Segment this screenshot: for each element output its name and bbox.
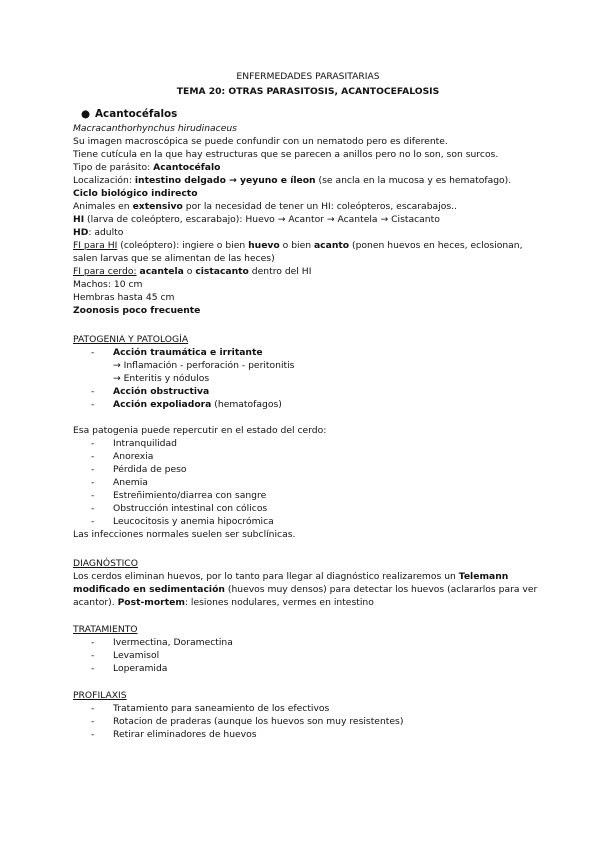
dash-icon: - [91, 438, 95, 449]
species-name: Macracanthorhynchus hirudinaceus [73, 123, 237, 134]
item-text: Acción obstructiva [113, 386, 210, 397]
bullet-icon: ● [81, 108, 91, 120]
description-line: Su imagen macroscópica se puede confundir con un nematodo pero es diferente. [73, 136, 448, 147]
list-item [73, 398, 543, 411]
dash-icon: - [91, 477, 95, 488]
value: extensivo [132, 201, 183, 212]
patogenia-outro: Las infecciones normales suelen ser subclínicas. [73, 529, 296, 540]
dash-icon: - [91, 399, 95, 410]
value: huevo [248, 240, 280, 251]
item-text: Ivermectina, Doramectina [113, 637, 233, 648]
diagnostico-text [73, 570, 543, 609]
dash-icon: - [91, 637, 95, 648]
text: dentro del HI [248, 266, 312, 277]
item-text: → Enteritis y nódulos [113, 373, 210, 384]
text: acantor). [73, 597, 118, 608]
label: HI [73, 214, 85, 225]
text: Animales en [73, 201, 133, 212]
document-content [73, 70, 543, 741]
list-item [73, 437, 543, 450]
hi-line [73, 213, 543, 226]
patogenia-intro: Esa patogenia puede repercutir en el estado del cerdo: [73, 425, 327, 436]
value: modificado en sedimentación [73, 584, 225, 595]
list-subitem [73, 359, 543, 372]
value: acantela [139, 266, 184, 277]
item-text: Estreñimiento/diarrea con sangre [113, 490, 267, 501]
text: (ponen huevos en heces, eclosionan, [349, 240, 523, 251]
item-note: (hematofagos) [211, 399, 282, 410]
item-text: Intranquilidad [113, 438, 177, 449]
item-text: → Inflamación - perforación - peritonitis [113, 360, 295, 371]
text: : lesiones nodulares, vermes en intestino [184, 597, 374, 608]
patogenia-heading: PATOGENIA Y PATOLOGÍA [73, 334, 189, 345]
patogenia-list [73, 346, 543, 411]
dash-icon: - [91, 490, 95, 501]
list-item [73, 346, 543, 359]
list-item [73, 476, 543, 489]
lesson-title: TEMA 20: OTRAS PARASITOSIS, ACANTOCEFALOSIS [176, 86, 440, 97]
text: (larva de coleóptero, escarabajo): Huevo → Acantor → Acantela → Cistacanto [84, 214, 440, 225]
value: Post-mortem [117, 597, 185, 608]
list-item [73, 515, 543, 528]
item-text: Leucocitosis y anemia hipocrómica [113, 516, 274, 527]
list-subitem [73, 372, 543, 385]
item-text: Anorexia [113, 451, 154, 462]
text: (huevos muy densos) para detectar los huevos (aclararlos para ver [224, 584, 538, 595]
list-item [73, 450, 543, 463]
text: : adulto [88, 227, 124, 238]
list-item [73, 662, 543, 675]
profilaxis-list [73, 702, 543, 741]
list-item [73, 715, 543, 728]
tratamiento-heading: TRATAMIENTO [73, 624, 138, 635]
dash-icon: - [91, 663, 95, 674]
location-line [73, 174, 543, 187]
list-item [73, 463, 543, 476]
value: Acantocéfalo [153, 162, 221, 173]
list-item [73, 728, 543, 741]
dash-icon: - [91, 703, 95, 714]
list-item [73, 636, 543, 649]
value: Telemann [458, 571, 509, 582]
list-item [73, 489, 543, 502]
label: FI para HI [73, 240, 118, 251]
item-text: Anemia [113, 477, 148, 488]
symptoms-list [73, 437, 543, 528]
item-text: Acción expoliadora [113, 399, 212, 410]
males-size-line: Machos: 10 cm [73, 279, 143, 290]
cycle-line: Ciclo biológico indirecto [73, 188, 198, 199]
item-text: Loperamida [113, 663, 168, 674]
parasite-type-line [73, 161, 543, 174]
dash-icon: - [91, 729, 95, 740]
list-item [73, 649, 543, 662]
dash-icon: - [91, 451, 95, 462]
dash-icon: - [91, 503, 95, 514]
section-heading-text: Acantocéfalos [95, 108, 178, 120]
fi-hi-line [73, 239, 543, 252]
hd-line [73, 226, 543, 239]
text: o bien [279, 240, 314, 251]
text: (coleóptero): ingiere o bien [117, 240, 249, 251]
item-text: Acción traumática e irritante [113, 347, 263, 358]
label: HD [73, 227, 89, 238]
animals-line [73, 200, 543, 213]
diagnostico-heading: DIAGNÓSTICO [73, 558, 138, 569]
item-text: Obstrucción intestinal con cólicos [113, 503, 268, 514]
dash-icon: - [91, 464, 95, 475]
fi-hi-line-cont: salen larvas que se alimentan de las heces) [73, 253, 275, 264]
text: por la necesidad de tener un HI: coleópteros, escarabajos.. [182, 201, 457, 212]
description-line: Tiene cutícula en la que hay estructuras que se parecen a anillos pero no lo son, son surcos. [73, 149, 499, 160]
zoonosis-line: Zoonosis poco frecuente [73, 305, 201, 316]
list-item [73, 385, 543, 398]
tratamiento-list [73, 636, 543, 675]
item-text: Pérdida de peso [113, 464, 187, 475]
value: intestino delgado → yeyuno e íleon [134, 175, 316, 186]
item-text: Rotacion de praderas (aunque los huevos son muy resistentes) [113, 716, 404, 727]
value: cistacanto [195, 266, 249, 277]
label: Tipo de parásito: [73, 162, 154, 173]
profilaxis-heading: PROFILAXIS [73, 690, 127, 701]
dash-icon: - [91, 347, 95, 358]
fi-cerdo-line [73, 265, 543, 278]
females-size-line: Hembras hasta 45 cm [73, 292, 175, 303]
value: acanto [313, 240, 350, 251]
list-item [73, 502, 543, 515]
dash-icon: - [91, 516, 95, 527]
text: o [183, 266, 196, 277]
note: (se ancla en la mucosa y es hematofago). [315, 175, 512, 186]
dash-icon: - [91, 386, 95, 397]
section-heading-acantocefalos [73, 106, 543, 122]
list-item [73, 702, 543, 715]
label: Localización: [73, 175, 135, 186]
course-title: ENFERMEDADES PARASITARIAS [236, 71, 380, 82]
text: Los cerdos eliminan huevos, por lo tanto para llegar al diagnóstico realizaremos un [73, 571, 459, 582]
label: FI para cerdo: [73, 266, 137, 277]
dash-icon: - [91, 650, 95, 661]
item-text: Tratamiento para saneamiento de los efectivos [113, 703, 330, 714]
item-text: Retirar eliminadores de huevos [113, 729, 257, 740]
item-text: Levamisol [113, 650, 160, 661]
dash-icon: - [91, 716, 95, 727]
